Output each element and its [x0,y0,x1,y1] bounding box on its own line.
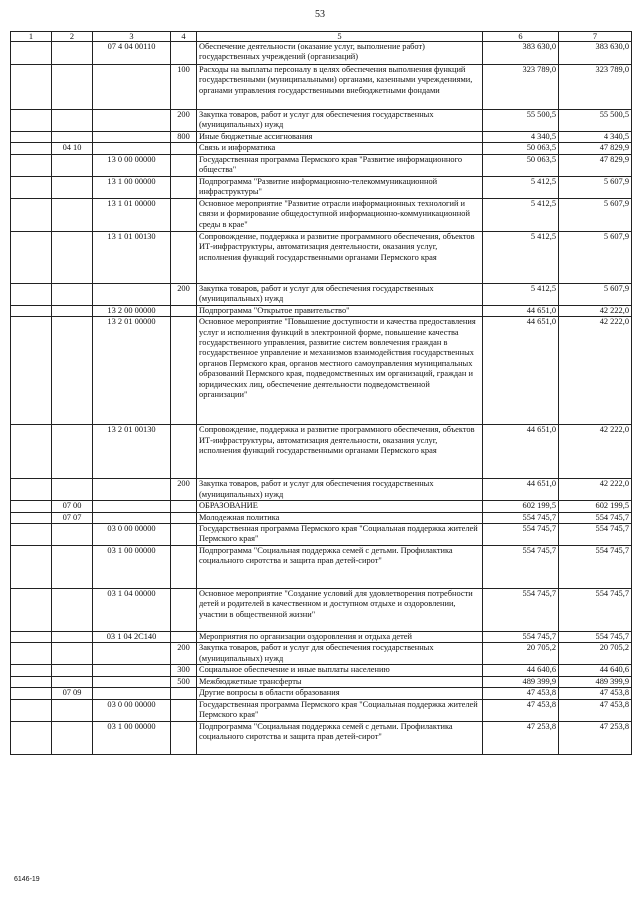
cell-c3: 03 1 04 2С140 [93,632,171,643]
cell-c6: 323 789,0 [483,65,559,110]
cell-c1 [11,699,52,721]
cell-c5: Государственная программа Пермского края "Социальная поддержка жителей Пермского края" [197,699,483,721]
cell-c3: 13 1 01 00130 [93,231,171,283]
cell-c3: 13 0 00 00000 [93,154,171,176]
cell-c3: 03 0 00 00000 [93,699,171,721]
cell-c7: 383 630,0 [559,42,632,65]
cell-c4 [171,632,197,643]
cell-c3 [93,688,171,699]
cell-c7: 554 745,7 [559,524,632,546]
cell-c6: 5 412,5 [483,231,559,283]
cell-c2 [52,110,93,132]
cell-c7: 47 253,8 [559,721,632,754]
cell-c7: 42 222,0 [559,479,632,501]
cell-c4 [171,524,197,546]
cell-c2 [52,132,93,143]
cell-c1 [11,198,52,231]
cell-c4 [171,176,197,198]
cell-c1 [11,305,52,316]
table-row [11,283,632,305]
cell-c5: Подпрограмма "Социальная поддержка семей с детьми. Профилактика социального сиротства и защита прав детей-сирот" [197,546,483,589]
cell-c5: Расходы на выплаты персоналу в целях обеспечения выполнения функций государственными (муниципальными) органами, казенными учреждениями, органами управления государственными внебюджетными фондами [197,65,483,110]
cell-c3 [93,665,171,676]
cell-c7: 42 222,0 [559,317,632,425]
cell-c7: 42 222,0 [559,425,632,479]
cell-c2 [52,317,93,425]
column-header: 4 [171,32,197,42]
cell-c6: 55 500,5 [483,110,559,132]
cell-c5: ОБРАЗОВАНИЕ [197,501,483,512]
cell-c2 [52,425,93,479]
cell-c6: 47 453,8 [483,688,559,699]
cell-c5: Закупка товаров, работ и услуг для обеспечения государственных (муниципальных) нужд [197,643,483,665]
cell-c5: Молодежная политика [197,512,483,523]
cell-c3: 03 1 04 00000 [93,589,171,632]
cell-c2 [52,643,93,665]
cell-c5: Основное мероприятие "Повышение доступности и качества предоставления услуг и исполнения функций в электронной форме, повышение качества государственного управления, развитие систем вовлечения граждан в государственное управление и механизмов взаимодействия государственных органов Пермского края, органов местного самоуправления муниципальных образований Пермского края, подведомственных им организаций, граждан и юридических лиц, обеспечение деятельности подведомственной организации" [197,317,483,425]
cell-c1 [11,231,52,283]
cell-c4 [171,305,197,316]
cell-c6: 554 745,7 [483,512,559,523]
cell-c4 [171,699,197,721]
cell-c7: 554 745,7 [559,589,632,632]
cell-c7: 602 199,5 [559,501,632,512]
cell-c1 [11,283,52,305]
cell-c2 [52,154,93,176]
cell-c7: 554 745,7 [559,546,632,589]
cell-c5: Государственная программа Пермского края "Развитие информационного общества" [197,154,483,176]
cell-c5: Подпрограмма "Социальная поддержка семей с детьми. Профилактика социального сиротства и защита прав детей-сирот" [197,721,483,754]
cell-c7: 47 453,8 [559,688,632,699]
cell-c3 [93,512,171,523]
cell-c2 [52,524,93,546]
cell-c2 [52,198,93,231]
cell-c2 [52,721,93,754]
cell-c4 [171,589,197,632]
cell-c6: 383 630,0 [483,42,559,65]
cell-c1 [11,317,52,425]
cell-c5: Обеспечение деятельности (оказание услуг, выполнение работ) государственных учреждений (организаций) [197,42,483,65]
table-row [11,665,632,676]
column-header: 6 [483,32,559,42]
cell-c6: 47 453,8 [483,699,559,721]
cell-c7: 5 607,9 [559,198,632,231]
table-row [11,699,632,721]
cell-c6: 554 745,7 [483,524,559,546]
cell-c5: Мероприятия по организации оздоровления и отдыха детей [197,632,483,643]
cell-c6: 50 063,5 [483,154,559,176]
table-row [11,721,632,754]
cell-c4 [171,512,197,523]
table-row [11,643,632,665]
cell-c7: 47 829,9 [559,154,632,176]
cell-c5: Государственная программа Пермского края "Социальная поддержка жителей Пермского края" [197,524,483,546]
cell-c4 [171,501,197,512]
cell-c3 [93,501,171,512]
cell-c7: 5 607,9 [559,231,632,283]
cell-c3: 13 1 01 00000 [93,198,171,231]
table-row [11,632,632,643]
cell-c2 [52,65,93,110]
cell-c7: 42 222,0 [559,305,632,316]
cell-c2 [52,42,93,65]
cell-c1 [11,665,52,676]
cell-c2: 07 09 [52,688,93,699]
cell-c1 [11,512,52,523]
cell-c6: 554 745,7 [483,546,559,589]
cell-c6: 47 253,8 [483,721,559,754]
column-header: 5 [197,32,483,42]
cell-c3: 13 2 01 00000 [93,317,171,425]
cell-c4 [171,425,197,479]
table-row [11,317,632,425]
cell-c6: 44 651,0 [483,479,559,501]
cell-c6: 5 412,5 [483,198,559,231]
cell-c4: 200 [171,479,197,501]
cell-c2 [52,283,93,305]
cell-c3: 13 2 01 00130 [93,425,171,479]
cell-c2: 07 00 [52,501,93,512]
cell-c1 [11,143,52,154]
table-row [11,154,632,176]
table-row [11,501,632,512]
cell-c4: 200 [171,110,197,132]
cell-c2 [52,665,93,676]
cell-c4: 200 [171,283,197,305]
cell-c3: 07 4 04 00110 [93,42,171,65]
cell-c6: 602 199,5 [483,501,559,512]
cell-c3 [93,143,171,154]
cell-c7: 20 705,2 [559,643,632,665]
column-header: 2 [52,32,93,42]
cell-c5: Закупка товаров, работ и услуг для обеспечения государственных (муниципальных) нужд [197,110,483,132]
cell-c7: 4 340,5 [559,132,632,143]
cell-c4: 100 [171,65,197,110]
document-code: 6146-19 [14,876,40,883]
cell-c3 [93,643,171,665]
cell-c1 [11,42,52,65]
cell-c1 [11,721,52,754]
cell-c3 [93,479,171,501]
cell-c7: 554 745,7 [559,512,632,523]
column-header: 1 [11,32,52,42]
cell-c6: 44 640,6 [483,665,559,676]
cell-c1 [11,176,52,198]
cell-c7: 55 500,5 [559,110,632,132]
cell-c2 [52,176,93,198]
cell-c5: Сопровождение, поддержка и развитие программного обеспечения, объектов ИТ-инфраструктуры, автоматизация деятельности, оказания услуг, исполнения функций государственными органами Пермского края [197,425,483,479]
cell-c7: 44 640,6 [559,665,632,676]
table-row [11,589,632,632]
cell-c7: 5 607,9 [559,283,632,305]
table-row [11,512,632,523]
cell-c2 [52,231,93,283]
cell-c6: 5 412,5 [483,283,559,305]
cell-c5: Межбюджетные трансферты [197,676,483,687]
cell-c1 [11,110,52,132]
cell-c7: 47 453,8 [559,699,632,721]
cell-c3 [93,110,171,132]
cell-c6: 44 651,0 [483,305,559,316]
cell-c2 [52,632,93,643]
cell-c3 [93,132,171,143]
cell-c6: 5 412,5 [483,176,559,198]
cell-c5: Связь и информатика [197,143,483,154]
cell-c2: 04 10 [52,143,93,154]
cell-c1 [11,688,52,699]
cell-c6: 50 063,5 [483,143,559,154]
table-row [11,231,632,283]
table-row [11,425,632,479]
cell-c1 [11,132,52,143]
cell-c3 [93,283,171,305]
cell-c5: Основное мероприятие "Создание условий для удовлетворения потребности детей и родителей в качественном и доступном отдыхе и оздоровлении, участии в общественной жизни" [197,589,483,632]
cell-c6: 554 745,7 [483,632,559,643]
cell-c1 [11,425,52,479]
cell-c5: Подпрограмма "Развитие информационно-телекоммуникационной инфраструктуры" [197,176,483,198]
cell-c1 [11,643,52,665]
cell-c2: 07 07 [52,512,93,523]
table-row [11,479,632,501]
cell-c6: 489 399,9 [483,676,559,687]
cell-c5: Социальное обеспечение и иные выплаты населению [197,665,483,676]
cell-c6: 554 745,7 [483,589,559,632]
cell-c7: 323 789,0 [559,65,632,110]
cell-c5: Иные бюджетные ассигнования [197,132,483,143]
table-row [11,143,632,154]
cell-c3: 13 1 00 00000 [93,176,171,198]
cell-c5: Сопровождение, поддержка и развитие программного обеспечения, объектов ИТ-инфраструктуры, автоматизация деятельности, оказания услуг, исполнения функций государственными органами Пермского края [197,231,483,283]
table-row [11,65,632,110]
column-header: 3 [93,32,171,42]
cell-c5: Подпрограмма "Открытое правительство" [197,305,483,316]
cell-c4: 800 [171,132,197,143]
cell-c6: 44 651,0 [483,317,559,425]
cell-c4: 500 [171,676,197,687]
cell-c7: 47 829,9 [559,143,632,154]
cell-c4: 300 [171,665,197,676]
cell-c4 [171,721,197,754]
cell-c7: 5 607,9 [559,176,632,198]
cell-c1 [11,546,52,589]
cell-c1 [11,524,52,546]
cell-c3 [93,676,171,687]
cell-c1 [11,589,52,632]
cell-c6: 20 705,2 [483,643,559,665]
page-number: 53 [315,9,325,20]
cell-c2 [52,305,93,316]
cell-c1 [11,676,52,687]
cell-c7: 554 745,7 [559,632,632,643]
cell-c2 [52,676,93,687]
cell-c4 [171,143,197,154]
cell-c4 [171,42,197,65]
cell-c6: 44 651,0 [483,425,559,479]
table-row [11,305,632,316]
cell-c2 [52,699,93,721]
cell-c4: 200 [171,643,197,665]
cell-c3: 03 1 00 00000 [93,546,171,589]
cell-c3: 13 2 00 00000 [93,305,171,316]
table-row [11,110,632,132]
table-row [11,198,632,231]
cell-c4 [171,546,197,589]
cell-c4 [171,688,197,699]
cell-c5: Закупка товаров, работ и услуг для обеспечения государственных (муниципальных) нужд [197,479,483,501]
cell-c7: 489 399,9 [559,676,632,687]
cell-c4 [171,154,197,176]
cell-c3: 03 0 00 00000 [93,524,171,546]
budget-table [10,31,632,755]
cell-c5: Закупка товаров, работ и услуг для обеспечения государственных (муниципальных) нужд [197,283,483,305]
cell-c3: 03 1 00 00000 [93,721,171,754]
cell-c6: 4 340,5 [483,132,559,143]
table-row [11,688,632,699]
cell-c5: Основное мероприятие "Развитие отрасли информационных технологий и связи и формирование общедоступной информационно-коммуникационной среды в крае" [197,198,483,231]
cell-c2 [52,546,93,589]
cell-c1 [11,154,52,176]
cell-c2 [52,479,93,501]
cell-c4 [171,317,197,425]
column-header: 7 [559,32,632,42]
table-row [11,546,632,589]
cell-c1 [11,501,52,512]
cell-c3 [93,65,171,110]
table-row [11,176,632,198]
table-row [11,676,632,687]
table-row [11,132,632,143]
header-row [11,32,632,42]
cell-c4 [171,231,197,283]
cell-c1 [11,632,52,643]
cell-c5: Другие вопросы в области образования [197,688,483,699]
cell-c4 [171,198,197,231]
cell-c2 [52,589,93,632]
cell-c1 [11,479,52,501]
table-row [11,42,632,65]
cell-c1 [11,65,52,110]
table-row [11,524,632,546]
